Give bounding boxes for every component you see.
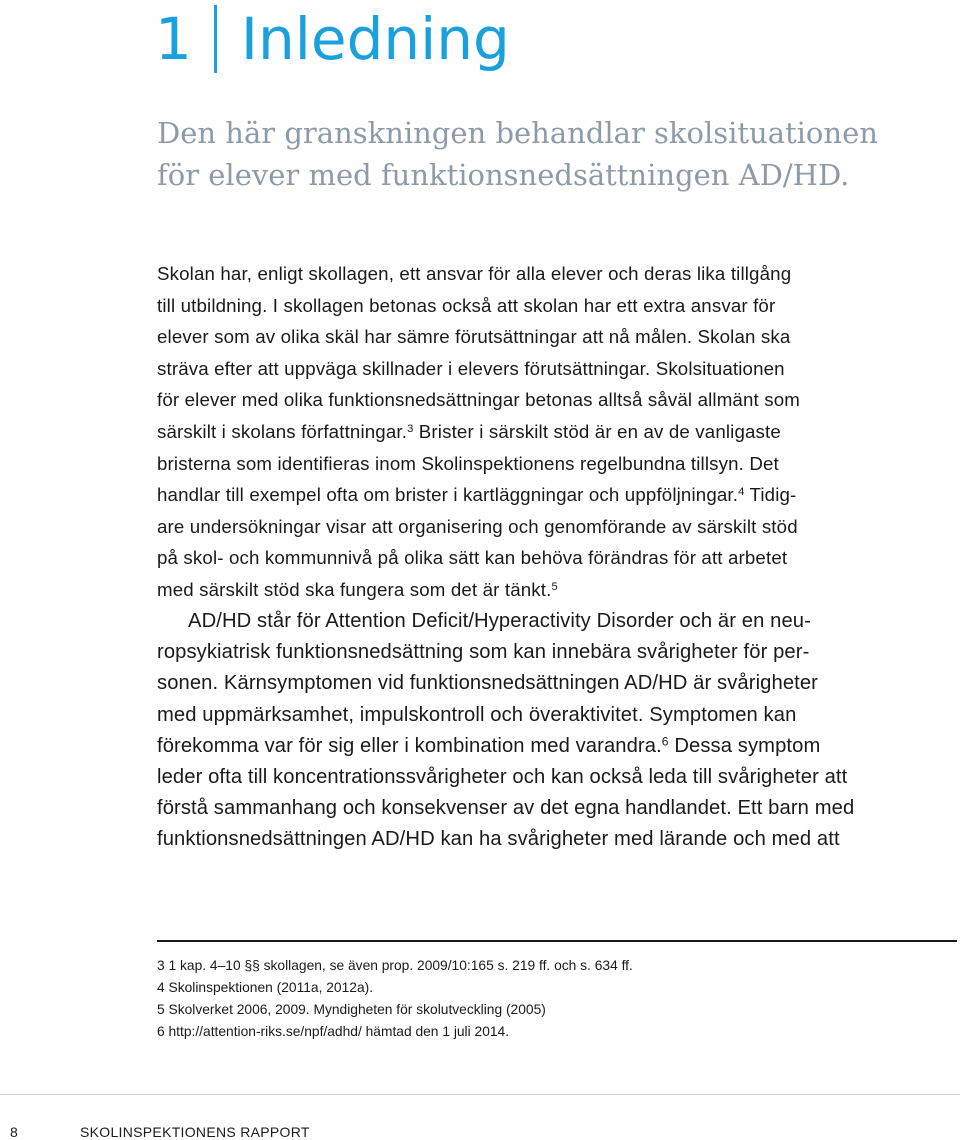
page-number: 8 bbox=[10, 1124, 19, 1140]
paragraph2-line bbox=[157, 668, 957, 699]
footnotes bbox=[157, 955, 957, 1043]
line-text: are undersökningar visar att organisering och genomförande av särskilt stöd bbox=[157, 515, 798, 537]
line-text: elever som av olika skäl har sämre förutsättningar att nå målen. Skolan ska bbox=[157, 326, 791, 348]
paragraph1-line bbox=[157, 479, 957, 511]
footnote-item: 4 Skolinspektionen (2011a, 2012a). bbox=[157, 980, 374, 995]
line-text: bristerna som identifieras inom Skolinspektionens regelbundna tillsyn. Det bbox=[157, 452, 779, 474]
footnote-reference[interactable]: 5 bbox=[551, 580, 558, 593]
lead-paragraph: Den här granskningen behandlar skolsituationen för elever med funktionsnedsättningen AD/HD. bbox=[157, 116, 878, 192]
line-text: för elever med olika funktionsnedsättningar betonas alltså såväl allmänt som bbox=[157, 389, 800, 411]
paragraph1-line bbox=[157, 416, 957, 448]
line-text-continued: Brister i särskilt stöd är en av de vanligaste bbox=[413, 420, 781, 442]
footnote-item: 3 1 kap. 4–10 §§ skollagen, se även prop. 2009/10:165 s. 219 ff. och s. 634 ff. bbox=[157, 958, 633, 973]
footnote-reference[interactable]: 3 bbox=[407, 422, 414, 435]
line-text: ropsykiatrisk funktionsnedsättning som kan innebära svårigheter för per- bbox=[157, 641, 810, 664]
line-text-continued: Dessa symptom bbox=[668, 734, 821, 757]
line-text: sträva efter att uppväga skillnader i elevers förutsättningar. Skolsituationen bbox=[157, 357, 785, 379]
line-text: med särskilt stöd ska fungera som det är tänkt. bbox=[157, 578, 552, 600]
paragraph2-line bbox=[157, 824, 957, 855]
paragraph1-line bbox=[157, 290, 957, 322]
chapter-heading bbox=[155, 4, 510, 74]
footnote-item: 6 http://attention-riks.se/npf/adhd/ hämtad den 1 juli 2014. bbox=[157, 1024, 510, 1039]
line-text: AD/HD står för Attention Deficit/Hyperactivity Disorder och är en neu- bbox=[188, 610, 811, 632]
footnote-reference[interactable]: 4 bbox=[738, 486, 745, 498]
body-paragraph-1 bbox=[157, 258, 957, 606]
paragraph2-line bbox=[157, 606, 957, 637]
paragraph1-line bbox=[157, 353, 957, 385]
line-text: handlar till exempel ofta om brister i kartläggningar och uppföljningar. bbox=[157, 484, 739, 506]
paragraph1-line bbox=[157, 542, 957, 574]
paragraph2-line bbox=[157, 762, 957, 793]
footer-divider bbox=[0, 1094, 960, 1095]
line-text: med uppmärksamhet, impulskontroll och överaktivitet. Symptomen kan bbox=[157, 703, 797, 726]
paragraph1-line bbox=[157, 258, 957, 290]
paragraph2-line bbox=[157, 700, 957, 731]
heading-separator bbox=[214, 5, 217, 73]
paragraph2-line bbox=[157, 793, 957, 824]
line-text: Skolan har, enligt skollagen, ett ansvar för alla elever och deras lika tillgång bbox=[157, 263, 792, 284]
paragraph1-line bbox=[157, 384, 957, 416]
footnote-reference[interactable]: 6 bbox=[661, 734, 669, 749]
paragraph1-line bbox=[157, 321, 957, 353]
report-title: SKOLINSPEKTIONENS RAPPORT bbox=[80, 1124, 310, 1140]
line-text: sonen. Kärnsymptomen vid funktionsnedsättningen AD/HD är svårigheter bbox=[157, 672, 818, 695]
footnote-item: 5 Skolverket 2006, 2009. Myndigheten för skolutveckling (2005) bbox=[157, 1002, 546, 1017]
line-text: till utbildning. I skollagen betonas också att skolan har ett extra ansvar för bbox=[157, 294, 776, 316]
paragraph1-line bbox=[157, 511, 957, 543]
chapter-number: 1 bbox=[155, 5, 192, 73]
paragraph2-line bbox=[157, 637, 957, 668]
line-text: på skol- och kommunnivå på olika sätt kan behöva förändras för att arbetet bbox=[157, 547, 788, 569]
line-text: särskilt i skolans författningar. bbox=[157, 420, 408, 442]
paragraph2-line bbox=[157, 731, 957, 762]
line-text-continued: Tidig- bbox=[744, 484, 797, 506]
paragraph1-line bbox=[157, 448, 957, 480]
line-text: förstå sammanhang och konsekvenser av det egna handlandet. Ett barn med bbox=[157, 797, 855, 820]
paragraph1-line bbox=[157, 574, 957, 606]
line-text: funktionsnedsättningen AD/HD kan ha svårigheter med lärande och med att bbox=[157, 828, 840, 851]
line-text: leder ofta till koncentrationssvårigheter och kan också leda till svårigheter att bbox=[157, 765, 848, 788]
chapter-title: Inledning bbox=[240, 5, 510, 73]
footnote-divider bbox=[157, 940, 957, 942]
body-paragraph-2 bbox=[157, 606, 957, 856]
line-text: förekomma var för sig eller i kombination med varandra. bbox=[157, 734, 662, 757]
